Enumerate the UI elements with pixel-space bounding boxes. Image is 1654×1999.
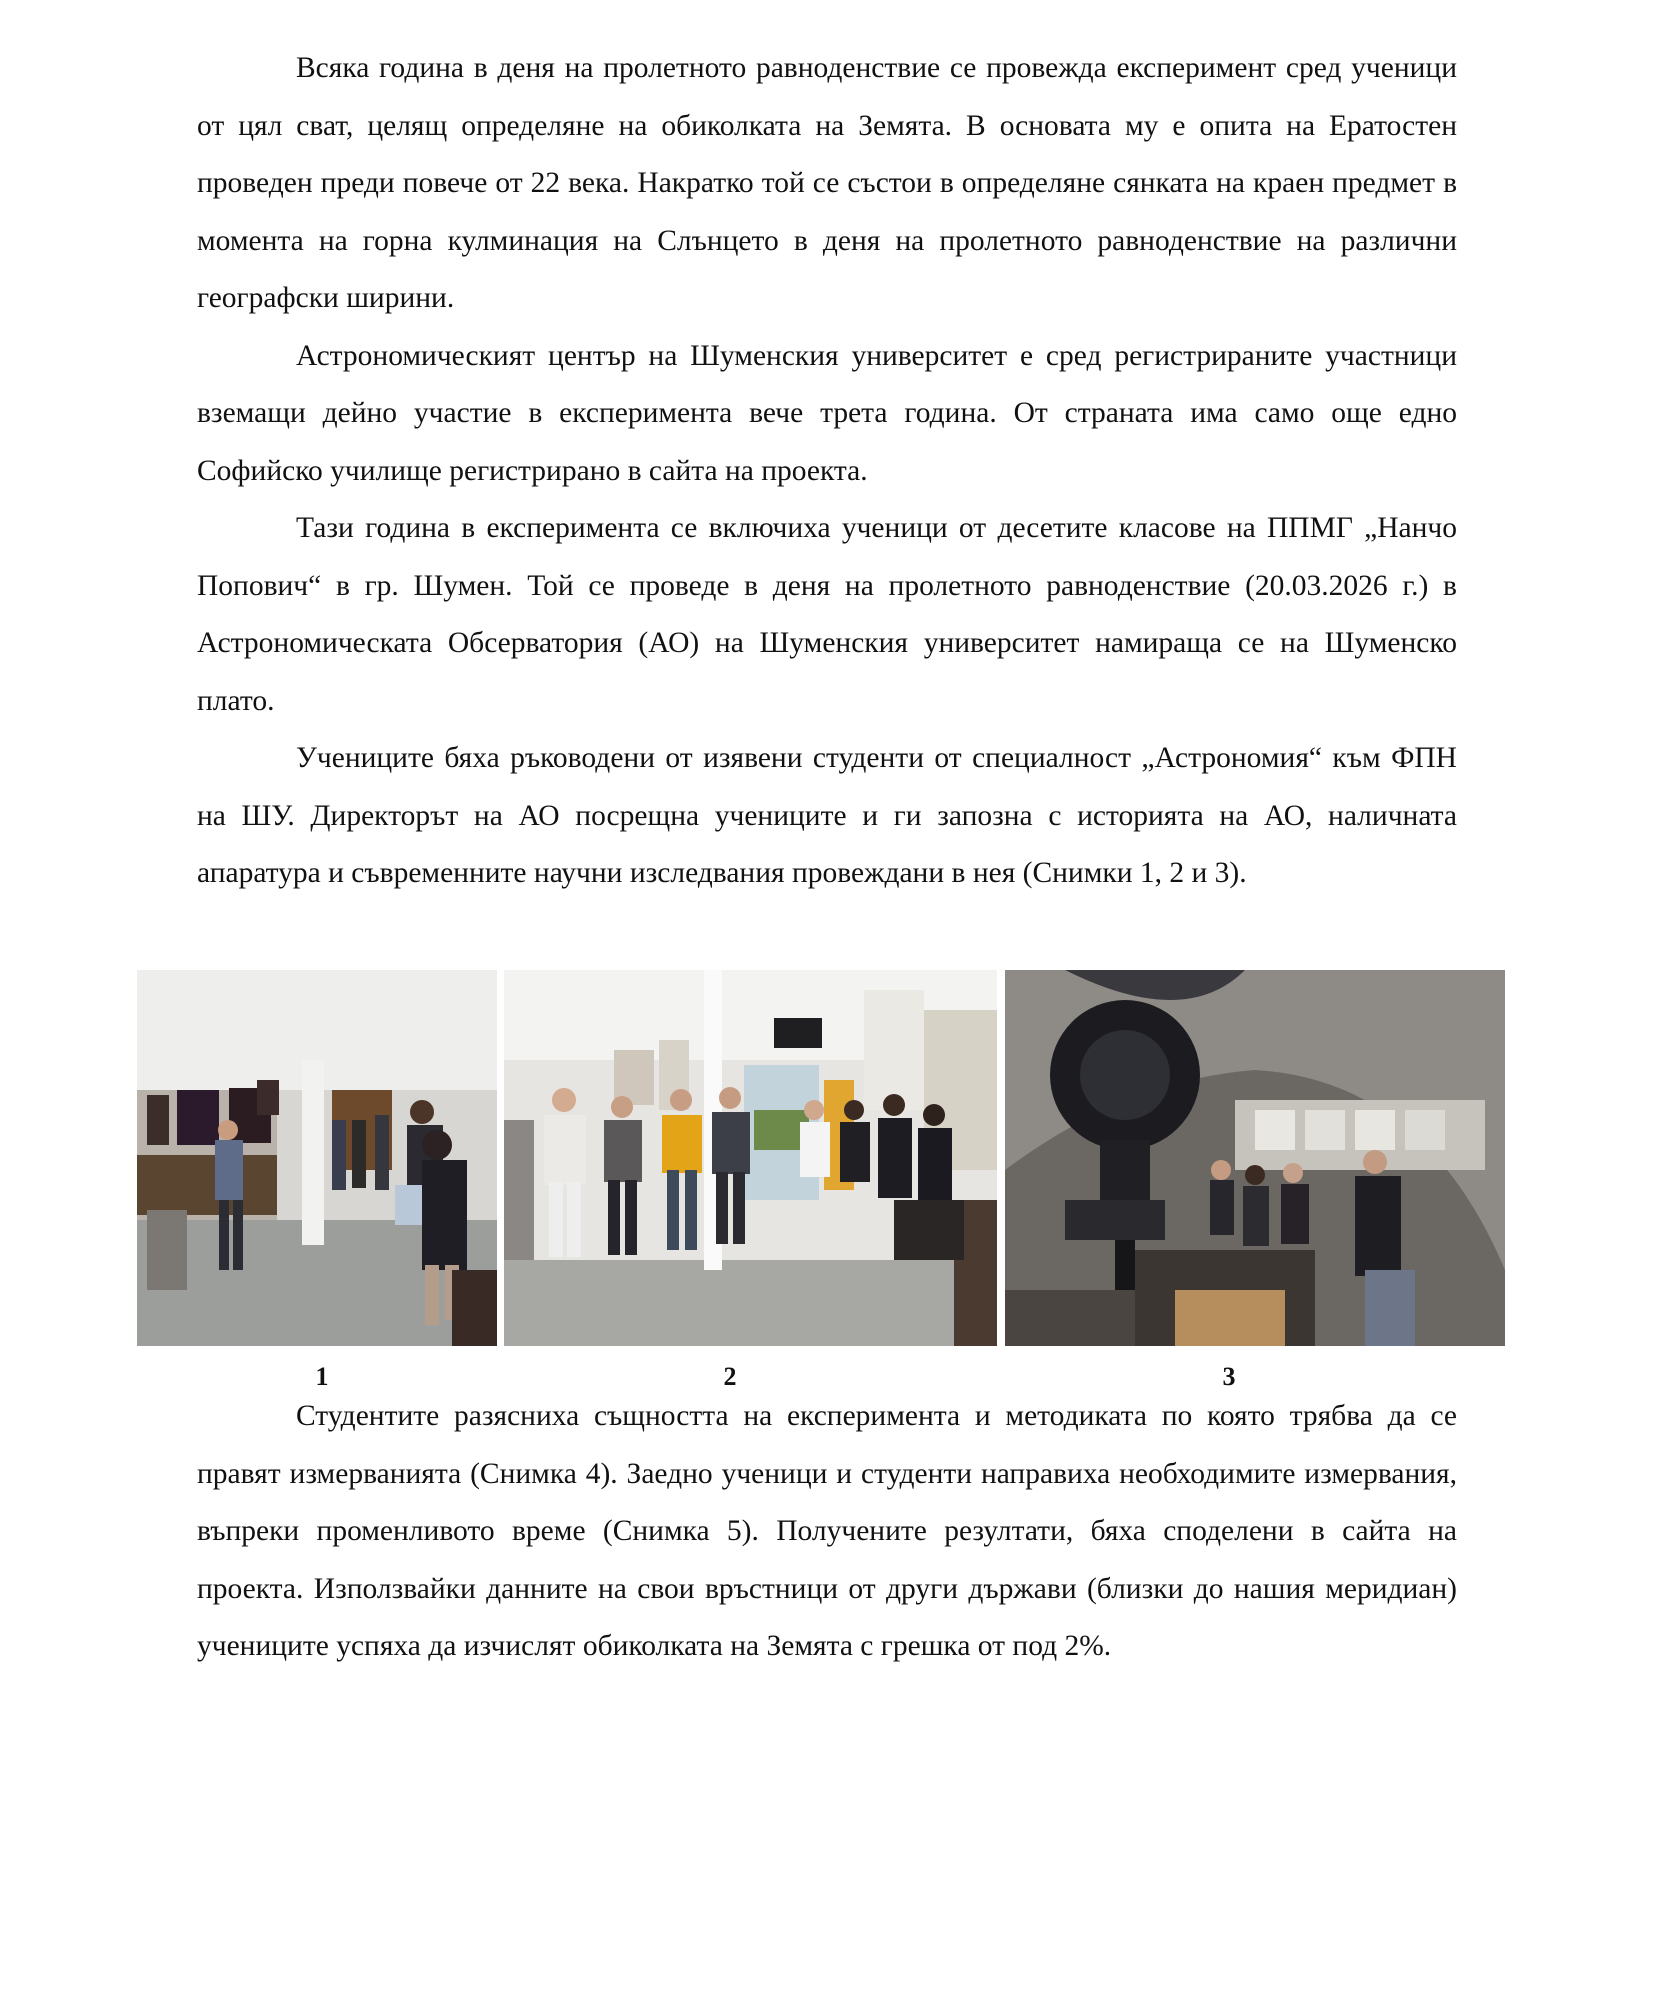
paragraph-2: Астрономическият център на Шуменския университет е сред регистрираните участници вземащи дейно участие в експеримента вече трета година. От страната има само още едно Софийско училище регистрирано в сайта на проекта.: [197, 339, 1457, 487]
photo-caption-2: 2: [723, 1362, 737, 1391]
paragraph-4: Учениците бяха ръководени от изявени студенти от специалност „Астрономия“ към ФПН на ШУ. Директорът на АО посрещна учениците и ги запозна с историята на АО, наличната апаратура и съвременните научни изследвания провеждани в нея (Снимки 1, 2 и 3).: [197, 742, 1457, 889]
photo-caption-3: 3: [1222, 1362, 1236, 1391]
photo-1-exhibit-hall: [137, 970, 497, 1346]
photo-2-student-group: [504, 970, 997, 1346]
paragraph-5: Студентите разясниха същността на експеримента и методиката по която трябва да се правят измерванията (Снимка 4). Заедно ученици и студенти направиха необходимите измервания, въпреки променливото време (Снимка 5). Получените резултати, бяха споделени в сайта на проекта. Използвайки данните на свои връстници от други държави (близки до нашия меридиан) учениците успяха да изчислят обиколката на Земята с грешка от под 2%.: [197, 1400, 1457, 1662]
text-block-top: [197, 40, 1457, 903]
text-block-bottom: [197, 1388, 1457, 1676]
paragraph-1: Всяка година в деня на пролетното равноденствие се провежда експеримент сред ученици от цял сват, целящ определяне на обиколката на Земята. В основата му е опита на Ератостен проведен преди повече от 22 века. Накратко той се състои в определяне сянката на краен предмет в момента на горна кулминация на Слънцето в деня на пролетното равноденствие на различни географски ширини.: [197, 52, 1457, 314]
photo-3-telescope-dome: [1005, 970, 1505, 1346]
paragraph-3: Тази година в експеримента се включиха ученици от десетите класове на ППМГ „Нанчо Попович“ в гр. Шумен. Той се проведе в деня на пролетното равноденствие (20.03.2026 г.) в Астрономическата Обсерватория (АО) на Шуменския университет намираща се на Шуменско плато.: [197, 512, 1457, 717]
photo-caption-1: 1: [315, 1362, 329, 1391]
